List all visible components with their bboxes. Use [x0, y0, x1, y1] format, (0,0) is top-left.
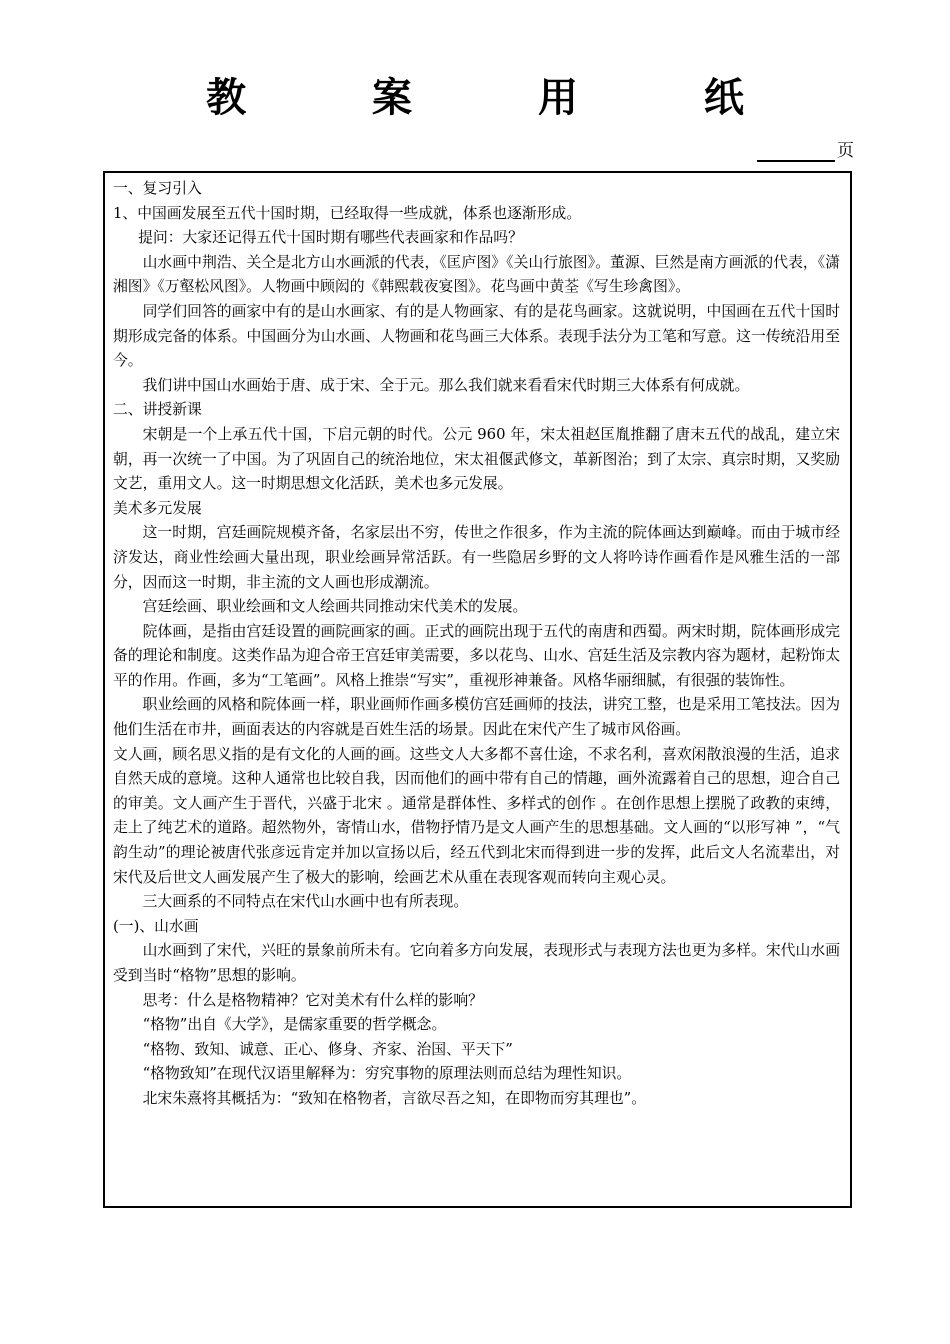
paragraph: (一)、山水画 [113, 917, 199, 935]
page-title: 教 案 用 纸 [206, 74, 800, 121]
paragraph: 二、讲授新课 [113, 401, 202, 419]
paragraph: 同学们回答的画家中有的是山水画家、有的是人物画家、有的是花鸟画家。这就说明，中国画在五代十国时期形成完备的体系。中国画分为山水画、人物画和花鸟画三大体系。表现手法分为工笔和写意。这一传统沿用至今。 [113, 302, 840, 370]
paragraph: 三大画系的不同特点在宋代山水画中也有所表现。 [142, 893, 469, 911]
lesson-content [113, 177, 840, 1112]
paragraph: 山水画中荆浩、关仝是北方山水画派的代表，《匡庐图》《关山行旅图》。董源、巨然是南方画派的代表，《潇湘图》《万壑松风图》。人物画中顾闳的《韩熙载夜宴图》。花鸟画中黄荃《写生珍禽图》。 [113, 253, 840, 296]
paragraph: 职业绘画的风格和院体画一样，职业画师作画多模仿宫廷画师的技法，讲究工整，也是采用工笔技法。因为他们生活在市井，画面表达的内容就是百姓生活的场景。因此在宋代产生了城市风俗画。 [113, 696, 840, 739]
page-number-line [757, 140, 854, 162]
paragraph: 美术多元发展 [113, 499, 202, 517]
paragraph: 宫廷绘画、职业绘画和文人绘画共同推动宋代美术的发展。 [142, 598, 528, 616]
paragraph: 院体画，是指由宫廷设置的画院画家的画。正式的画院出现于五代的南唐和西蜀。两宋时期，院体画形成完备的理论和制度。这类作品为迎合帝王宫廷审美需要，多以花鸟、山水、宫廷生活及宗教内容为题材，起粉饰太平的作用。作画，多为“工笔画”。风格上推崇“写实”，重视形神兼备。风格华丽细腻，有很强的装饰性。 [113, 622, 840, 689]
paragraph: “格物”出自《大学》，是儒家重要的哲学概念。 [142, 1016, 447, 1034]
paragraph: 宋朝是一个上承五代十国，下启元朝的时代。公元 960 年，宋太祖赵匡胤推翻了唐末五代的战乱，建立宋朝，再一次统一了中国。为了巩固自己的统治地位，宋太祖偃武修文，革新图治；到了太宗、真宗时期，又奖励文艺，重用文人。这一时期思想文化活跃，美术也多元发展。 [113, 425, 840, 493]
paragraph: 我们讲中国山水画始于唐、成于宋、全于元。那么我们就来看看宋代时期三大体系有何成就。 [142, 376, 750, 394]
paragraph: 文人画，顾名思义指的是有文化的人画的画。这些文人大多都不喜仕途，不求名利，喜欢闲散浪漫的生活，追求自然天成的意境。这种人通常也比较自我，因而他们的画中带有自己的情趣，画外流露着自己的思想，迎合自己的审美。文人画产生于晋代，兴盛于北宋 。通常是群体性、多样式的创作 。在创作思想上摆脱了政教的束缚，走上了纯艺术的道路。超然物外，寄情山水，借物抒情乃是文人画产生的思想基础。文人画的“以形写神 ”，“气韵生动”的理论被唐代张彦远肯定并加以宣扬以后，经五代到北宋而得到进一步的发挥，此后文人名流辈出，对宋代及后世文人画发展产生了极大的影响，绘画艺术从重在表现客观而转向主观心灵。 [113, 745, 840, 886]
paragraph: “格物致知”在现代汉语里解释为：穷究事物的原理法则而总结为理性知识。 [142, 1065, 632, 1083]
paragraph: 思考：什么是格物精神？它对美术有什么样的影响？ [142, 991, 483, 1009]
page-number-blank [757, 142, 835, 162]
paragraph: 北宋朱熹将其概括为：“致知在格物者，言欲尽吾之知，在即物而穷其理也”。 [142, 1089, 647, 1107]
page-suffix: 页 [837, 141, 854, 161]
paragraph: 1、中国画发展至五代十国时期，已经取得一些成就，体系也逐渐形成。 [113, 204, 582, 222]
paragraph: 山水画到了宋代，兴旺的景象前所未有。它向着多方向发展，表现形式与表现方法也更为多样。宋代山水画受到当时“格物”思想的影响。 [113, 942, 840, 984]
paragraph: 这一时期，宫廷画院规模齐备，名家层出不穷，传世之作很多，作为主流的院体画达到巅峰。而由于城市经济发达，商业性绘画大量出现，职业绘画异常活跃。有一些隐居乡野的文人将吟诗作画看作是风雅生活的一部分，因而这一时期，非主流的文人画也形成潮流。 [113, 524, 840, 591]
paragraph: “格物、致知、诚意、正心、修身、齐家、治国、平天下” [142, 1040, 513, 1058]
paragraph: 提问：大家还记得五代十国时期有哪些代表画家和作品吗？ [138, 229, 523, 247]
content-frame [103, 171, 852, 1208]
paragraph: 一、复习引入 [113, 180, 202, 197]
